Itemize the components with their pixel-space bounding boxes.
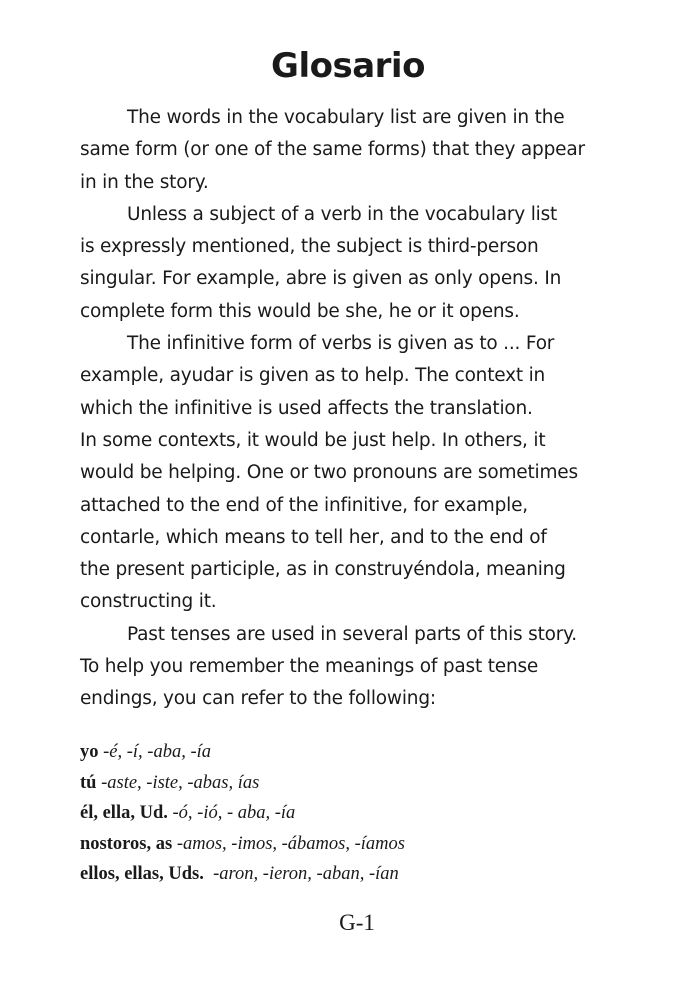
body-text: [80, 102, 640, 716]
endings-row: [80, 768, 405, 799]
text-line: The words in the vocabulary list are given in the: [127, 107, 565, 128]
text-line: attached to the end of the infinitive, for example,: [80, 494, 528, 516]
text-line: same form (or one of the same forms) that they appear: [80, 139, 585, 161]
subject-pronoun: nostoros, as: [80, 833, 173, 854]
paragraph-2: [80, 199, 640, 328]
text-line: The infinitive form of verbs is given as to ... For: [127, 333, 555, 355]
subject-pronoun: ellos, ellas, Uds.: [80, 864, 204, 884]
subject-pronoun: tú: [80, 772, 97, 793]
subject-pronoun: yo: [80, 742, 99, 762]
text-line: In some contexts, it would be just help. In others, it: [80, 429, 546, 451]
text-line: example, ayudar is given as to help. The context in: [80, 365, 546, 387]
endings-row: [80, 829, 405, 860]
text-line: Unless a subject of a verb in the vocabulary list: [127, 203, 558, 225]
ending-forms: -é, -í, -aba, -ía: [103, 742, 212, 762]
paragraph-1: [80, 102, 640, 199]
endings-row: [80, 798, 405, 829]
text-line: singular. For example, abre is given as only opens. In: [80, 268, 562, 290]
past-tense-endings-list: [80, 737, 405, 890]
ending-forms: -aste, -iste, -abas, ías: [101, 772, 260, 793]
text-line: the present participle, as in construyéndola, meaning: [80, 559, 566, 581]
text-line: would be helping. One or two pronouns are sometimes: [80, 462, 578, 484]
text-line: To help you remember the meanings of past tense: [80, 656, 539, 678]
text-line: contarle, which means to tell her, and to the end of: [80, 526, 547, 548]
ending-forms: -aron, -ieron, -aban, -ían: [208, 864, 399, 884]
paragraph-4: [80, 619, 640, 716]
page-number: G-1: [339, 910, 375, 935]
text-line: endings, you can refer to the following:: [80, 688, 436, 710]
endings-row: [80, 737, 405, 768]
text-line: which the infinitive is used affects the translation.: [80, 397, 533, 419]
subject-pronoun: él, ella, Ud.: [80, 803, 168, 823]
page-title: Glosario: [271, 46, 425, 86]
paragraph-3: [80, 328, 640, 619]
text-line: complete form this would be she, he or it opens.: [80, 300, 520, 322]
text-line: in in the story.: [80, 171, 209, 193]
endings-row: [80, 859, 405, 890]
text-line: constructing it.: [80, 591, 217, 613]
ending-forms: -amos, -imos, -ábamos, -íamos: [176, 833, 405, 854]
text-line: Past tenses are used in several parts of this story.: [127, 623, 577, 645]
ending-forms: -ó, -ió, - aba, -ía: [172, 803, 296, 823]
text-line: is expressly mentioned, the subject is third-person: [80, 236, 539, 258]
